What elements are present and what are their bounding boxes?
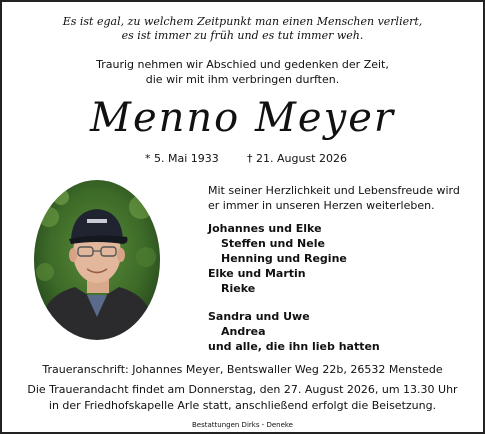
birth-date: * 5. Mai 1933 [145,152,219,165]
undertaker-name: Bestattungen Dirks - Deneke [191,421,293,429]
mourner-7: Andrea [221,325,266,338]
mourner-8: und alle, die ihn lieb hatten [208,340,380,353]
mourner-5: Rieke [221,282,256,295]
mourning-address: Traueranschrift: Johannes Meyer, Bentswaller Weg 22b, 26532 Menstede [42,363,443,376]
mourner-3: Henning und Regine [221,252,347,265]
mourner-6: Sandra und Uwe [208,310,310,323]
service-line-2: in der Friedhofskapelle Arle statt, anschließend erfolgt die Beisetzung. [48,399,437,412]
deceased-name: Menno Meyer [90,95,395,141]
mourner-1: Johannes und Elke [208,222,322,235]
mourner-2: Steffen und Nele [221,237,325,250]
death-date: † 21. August 2026 [247,152,347,165]
quote-line-2: es ist immer zu früh und es tut immer weh. [121,29,364,42]
portrait-photo [31,177,163,343]
intro-line-2: die wir mit ihm verbringen durften. [145,73,340,86]
service-line-1: Die Trauerandacht findet am Donnerstag, den 27. August 2026, um 13.30 Uhr [27,383,458,396]
mourner-4: Elke und Martin [208,267,306,280]
tribute-line-1: Mit seiner Herzlichkeit und Lebensfreude wird [208,184,460,197]
quote-line-1: Es ist egal, zu welchem Zeitpunkt man einen Menschen verliert, [62,15,423,28]
tribute-line-2: er immer in unseren Herzen weiterleben. [208,199,435,212]
intro-line-1: Traurig nehmen wir Abschied und gedenken der Zeit, [96,58,389,71]
